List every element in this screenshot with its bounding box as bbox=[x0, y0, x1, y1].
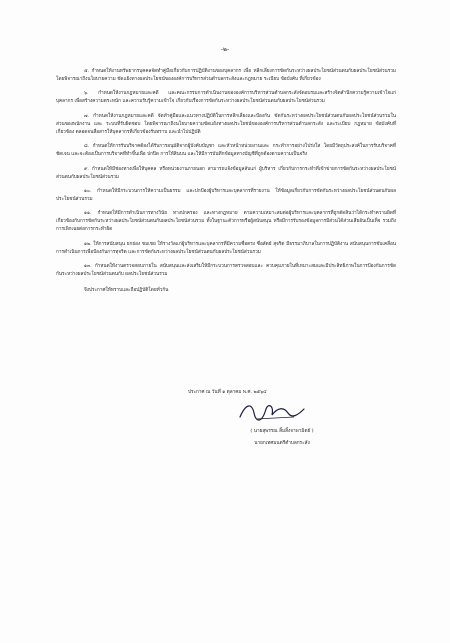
clause-10: ๑๐. กำหนดให้มีกระบวนการให้ความเป็นธรรม และปกป้องผู้บริหารและบุคลากรที่รายงาน ให้ข้อมูลเกี่ยวกับการขัดกันระหว่างผลประโยชน์ส่วนตนกับผลประโยชน์ส่วนรวม bbox=[56, 188, 396, 202]
clause-6: ๖. กำหนดให้งานกฎหมายและคดี และคณะกรรมการดำเนินงานขององค์การบริหารส่วนตำบลกระสังจัดอบรมและสร้างจิตสำนึกความรู้ความเข้าใจแก่บุคลากร เพื่อสร้างความตระหนัก และความรับรู้ความเข้าใจ เกี่ยวกับเรื่องการขัดกันระหว่างผลประโยชน์ส่วนตนกับผลประโยชน์ส่วนรวม bbox=[56, 91, 396, 105]
signature bbox=[234, 397, 314, 427]
clause-11: ๑๑. กำหนดให้มีการดำเนินการทางวินัย ทางปกครอง และทางกฎหมาย ตามความเหมาะสมต่อผู้บริหารและบุคลากรที่ถูกตัดสินว่าได้กระทำความผิดที่เกี่ยวข้องกับการขัดกันระหว่างผลประโยชน์ส่วนตนกับผลประโยชน์ส่วนรวม ทั้งในฐานะตัวการหรือผู้สนับสนุน หรือมีการรับรองข้อมูลการมีส่วนได้ส่วนเสียอันเป็นเท็จ รวมถึงการเพิกเฉยต่อการกระทำผิด bbox=[56, 211, 396, 233]
page-number: -๒- bbox=[220, 46, 230, 53]
clause-8: ๘. กำหนดให้การรับบริจาคต้องได้รับการอนุมัติจากผู้บังคับบัญชา และหัวหน้าหน่วยงานและ กระทำการอย่างโปร่งใส โดยมีวัตถุประสงค์ในการรับบริจาคที่ชัดเจน และจะต้องเป็นการบริจาคที่ทำขึ้นเพื่อ ปกปิด การให้สินบน และให้มีการบันทึกข้อมูลทางบัญชีที่ถูกต้องตามความเป็นจริง bbox=[56, 144, 396, 158]
announcement-body bbox=[56, 68, 396, 295]
clause-5: ๕. กำหนดให้งานทรัพยากรบุคคลจัดทำคู่มือเกี่ยวกับการปฏิบัติงานของบุคลากร เพื่อ หลีกเลี่ยงการขัดกันระหว่างผลประโยชน์ส่วนตนกับผลประโยชน์ส่วนรวม โดยพิจารณาถึงนโยบายความ ขัดแย้งทางผลประโยชน์ขององค์การบริหารส่วนตำบลกระสังและกฎหมาย ระเบียบ ข้อบังคับ ที่เกี่ยวข้อง bbox=[56, 69, 396, 82]
given-date: ประกาศ ณ วันที่ ๑ ตุลาคม พ.ศ. ๒๕๖๔ bbox=[188, 390, 267, 395]
clause-12: ๑๒. ให้การสนับสนุน ยกย่อง ชมเชย ให้รางวัลแก่ผู้บริหารและบุคลากรที่มีความซื่อตรง ซื่อสัตย์ สุจริต มีธรรมาภิบาลในการปฏิบัติงาน สนับสนุนการขับเคลื่อนการดำเนินการเพื่อป้องกันการทุจริต และการขัดกันระหว่างผลประโยชน์ส่วนตนกับผลประโยชน์ส่วนรวม bbox=[56, 241, 396, 255]
signer-name: ( นายสุพรรณ สิ้มสิ้งจาพามิตย์ ) bbox=[250, 429, 314, 434]
closing-statement: จึงประกาศให้ทราบและถือปฏิบัติโดยทั่วกัน bbox=[84, 288, 169, 294]
signer-title: นายกเทศมนตรีตำบลกระสัง bbox=[254, 441, 310, 446]
clause-9: ๙. กำหนดให้มีช่องทางเพื่อให้บุคคล หรือหน่วยงานภายนอก สามารถแจ้งข้อมูลลับแก่ ผู้บริหาร เกี่ยวกับการกระทำที่เข้าข่ายการขัดกันระหว่างผลประโยชน์ส่วนตนกับผลประโยชน์ส่วนรวม bbox=[56, 166, 396, 180]
clause-13: ๑๓. กำหนดให้งานตรวจสอบภายใน สนับสนุนและส่งเสริมให้มีกระบวนการตรวจสอบและ ควบคุมภายในที่เหมาะสมและมีประสิทธิภาพในการป้องกันการขัดกันระหว่างผลประโยชน์ส่วนตนกับ ผลประโยชน์ส่วนรวม bbox=[56, 264, 396, 278]
clause-7: ๗. กำหนดให้งานกฎหมายและคดี จัดทำคู่มือและแนวทางปฏิบัติในการหลีกเลี่ยงและป้องกัน ขัดกันระหว่างผลประโยชน์ส่วนตนกับผลประโยชน์ส่วนรวมในส่วนของพนักงาน และ ระบบที่รับผิดชอบ โดยพิจารณาถึงนโยบายความขัดแย้งทางผลประโยชน์ขององค์การบริหารส่วนตำบลกระสัง และระเบียบ กฎหมาย ข้อบังคับที่เกี่ยวข้อง ตลอดจนสื่อสารให้บุคลากรที่เกี่ยวข้องรับทราบ และนำไปปฏิบัติ bbox=[56, 113, 396, 135]
